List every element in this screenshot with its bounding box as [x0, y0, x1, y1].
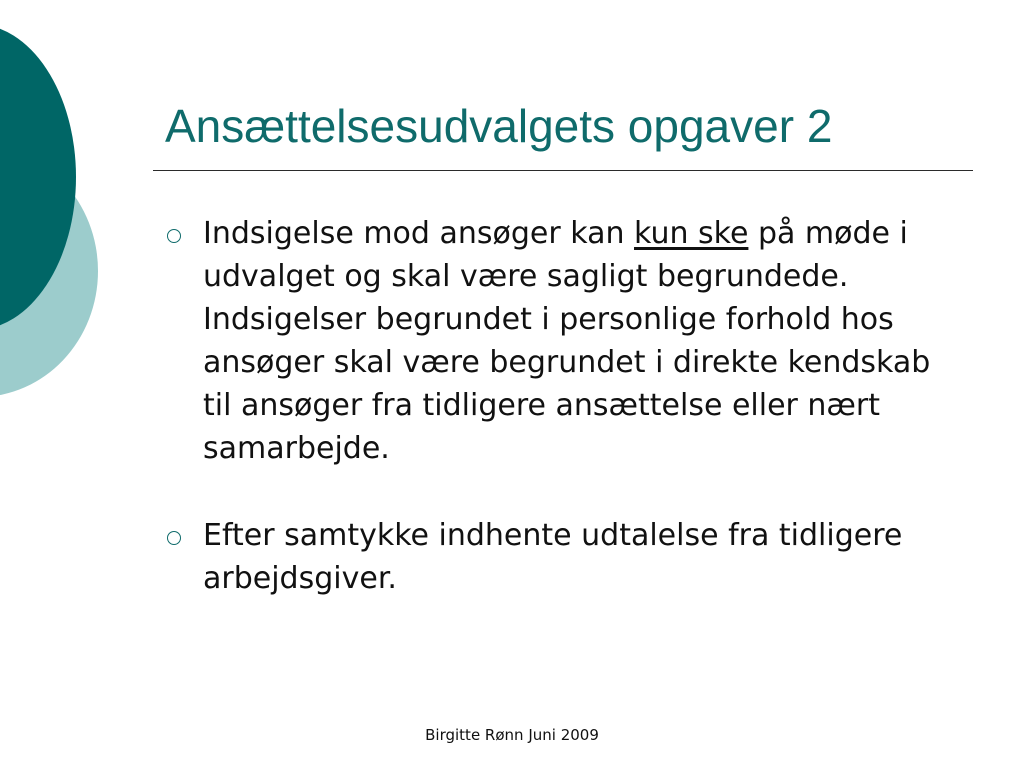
- hollow-circle-icon: [167, 229, 181, 243]
- bullet-text-2: Efter samtykke indhente udtalelse fra tidligere arbejdsgiver.: [203, 518, 903, 596]
- hollow-circle-icon: [167, 531, 181, 545]
- bullet-1-text-start: Indsigelse mod ansøger kan: [203, 216, 635, 251]
- title-divider: [153, 170, 973, 171]
- bullet-list: [160, 212, 960, 600]
- bullet-item-1: [160, 212, 960, 470]
- bullet-1-text-end: på møde i udvalget og skal være sagligt begrundede. Indsigelser begrundet i personlige forhold hos ansøger skal være begrundet i direkte kendskab til ansøger fra tidligere ansættelse eller nært samarbejde.: [203, 216, 931, 466]
- bullet-item-2: [160, 514, 960, 600]
- slide-footer: Birgitte Rønn Juni 2009: [425, 726, 599, 744]
- bullet-text-1: [203, 212, 960, 470]
- slide-title: Ansættelsesudvalgets opgaver 2: [165, 100, 833, 152]
- bullet-1-underlined-text: kun ske: [634, 216, 749, 251]
